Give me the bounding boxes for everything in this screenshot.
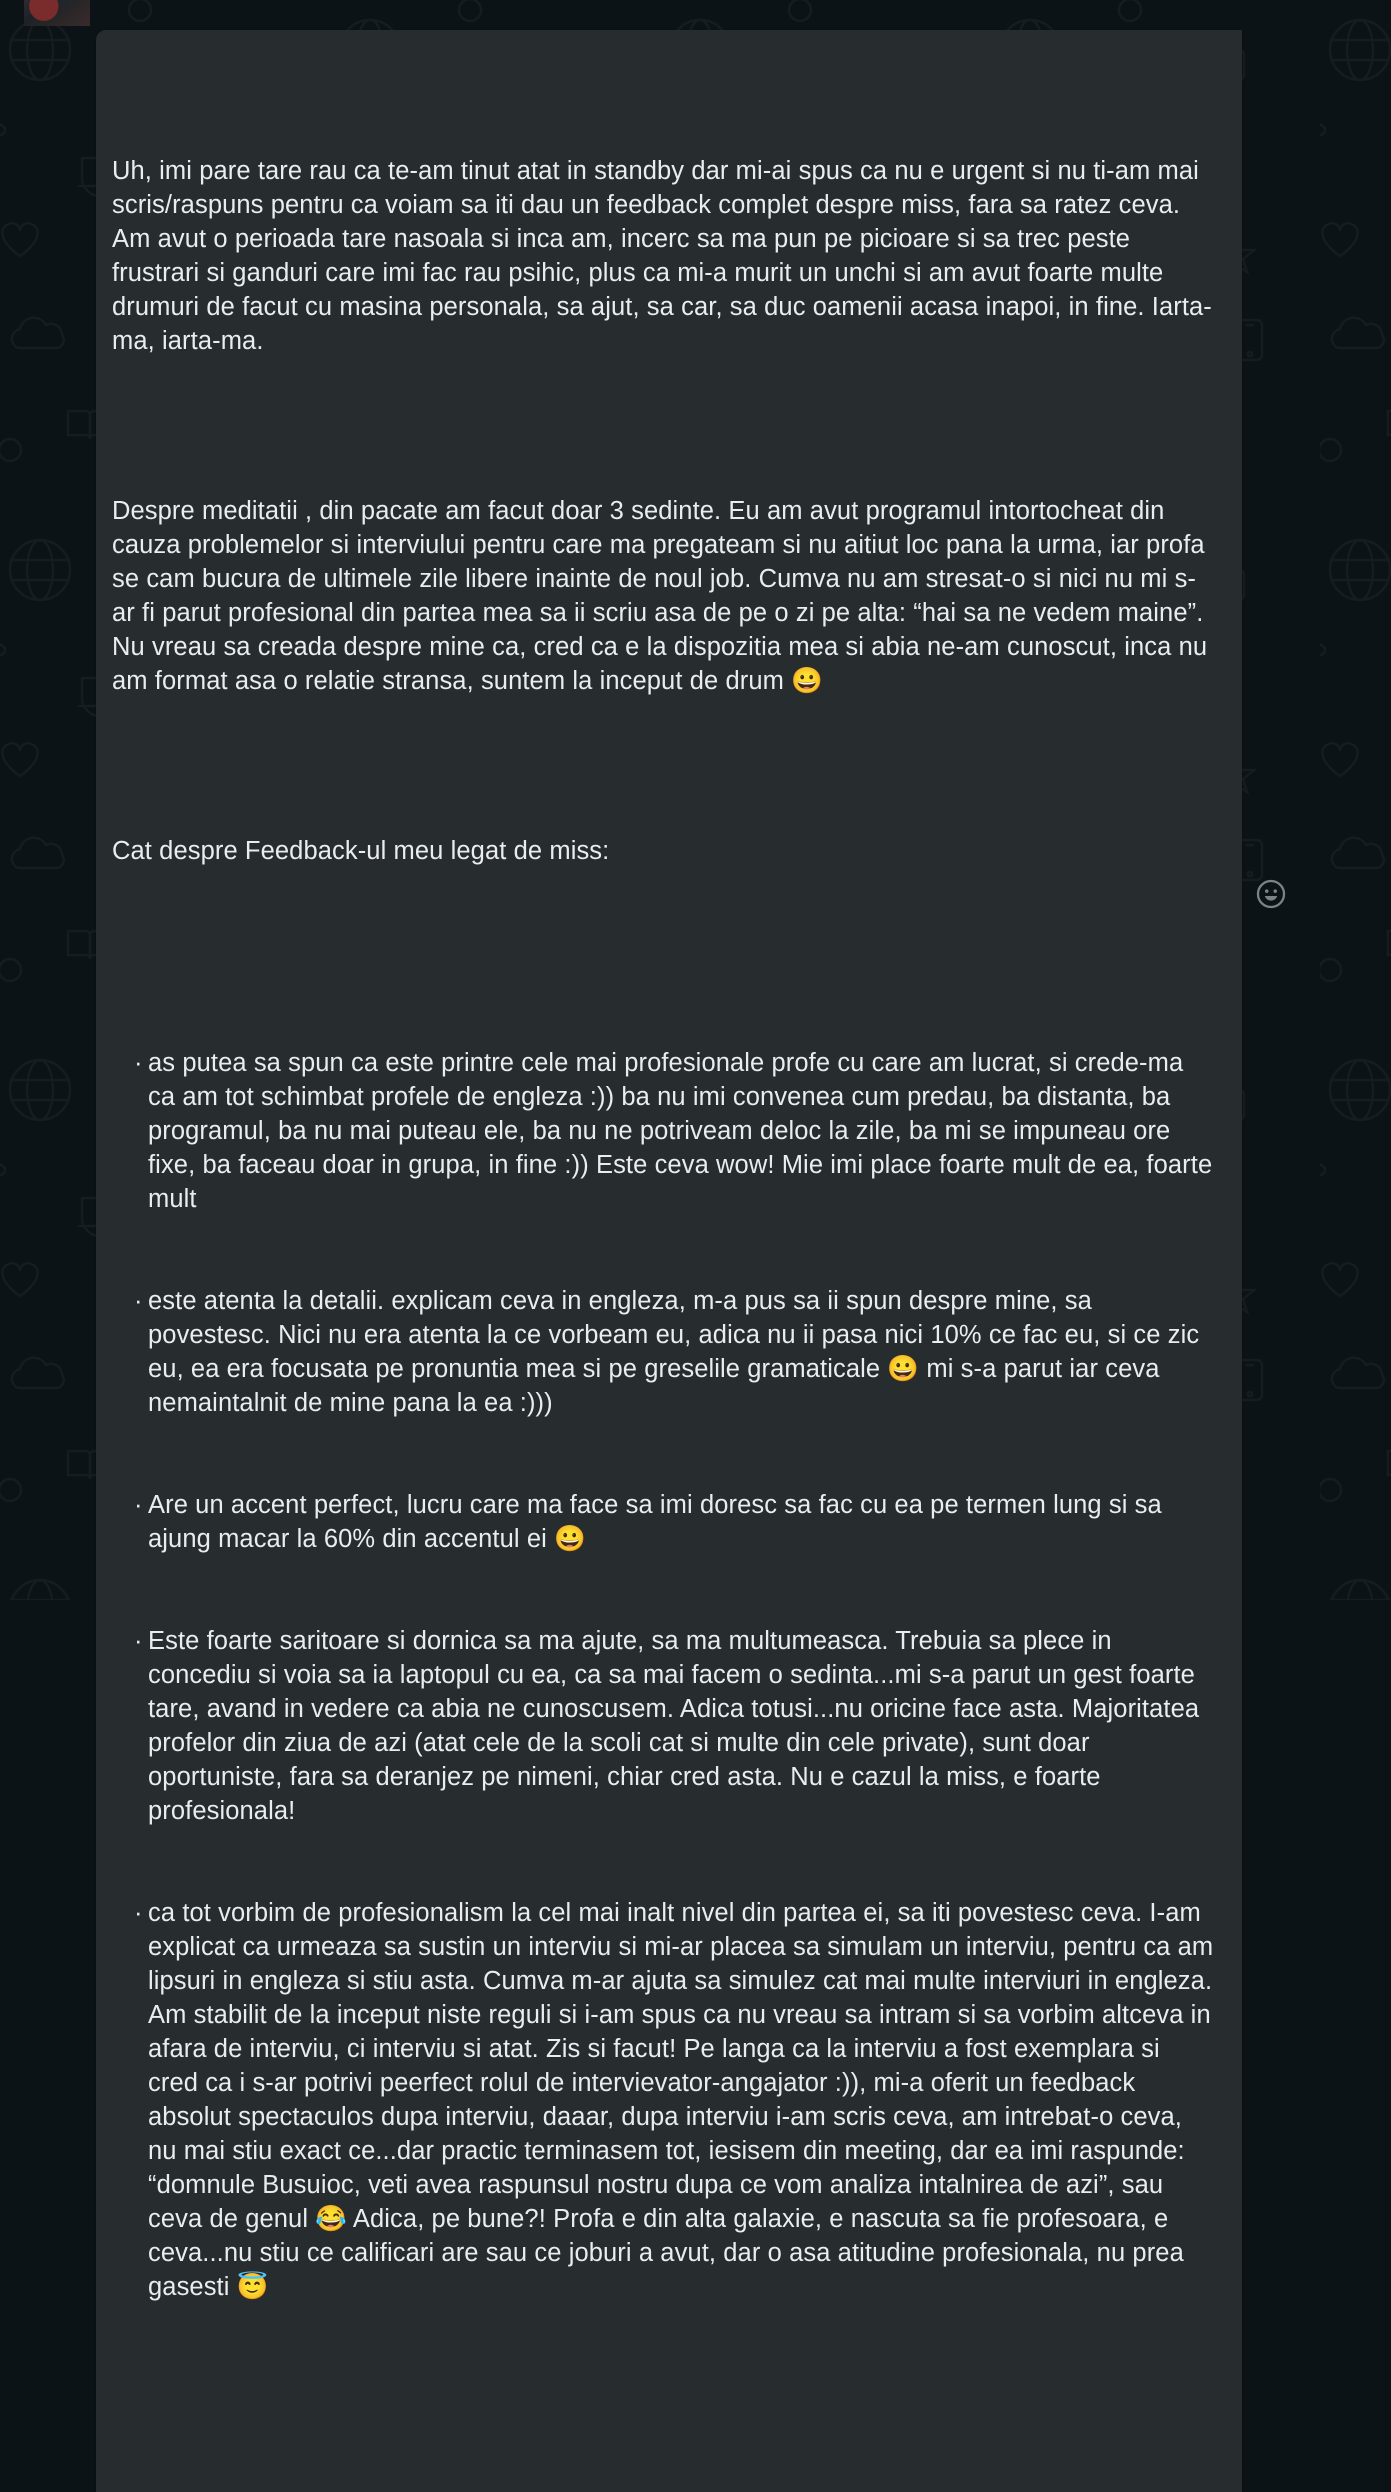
message-bubble-incoming[interactable] bbox=[96, 30, 1242, 2492]
list-item: · as putea sa spun ca este printre cele mai profesionale profe cu care am lucrat, si crede-ma ca am tot schimbat profele de engleza :)) ba nu imi convenea cum predau, ba distanta, ba programul, ba nu mai puteau ele, ba nu ne potriveam deloc la zile, ba mi se impuneau ore fixe, ba faceau doar in grupa, in fine :)) Este ceva wow! Mie imi place foarte mult de ea, foarte mult bbox=[112, 1046, 1216, 1216]
list-item: · ca tot vorbim de profesionalism la cel mai inalt nivel din partea ei, sa iti povestesc ceva. I-am explicat ca urmeaza sa sustin un interviu si mi-ar placea sa simulam un interviu, pentru ca am lipsuri in engleza si stiu asta. Cumva m-ar ajuta sa simulez cat mai multe interviuri in engleza. Am stabilit de la inceput niste reguli si i-am spus ca nu vreau sa intram si sa vorbim altceva in afara de interviu, ci interviu si atat. Zis si facut! Pe langa ca la interviu a fost exemplara si cred ca i s-ar potrivi peerfect rolul de intervievator-angajator :)), mi-a oferit un feedback absolut spectaculos dupa interviu, daaar, dupa interviu i-am scris ceva, am intrebat-o ceva, nu mai stiu exact ce...dar practic terminasem tot, iesisem din meeting, dar ea imi raspunde: “domnule Busuioc, veti avea raspunsul nostru dupa ce vom analiza intalnirea de azi”, sau ceva de genul 😂 Adica, pe bune?! Profa e din alta galaxie, e nascuta sa fie profesoara, e ceva...nu stiu ce calificari are sau ce joburi a avut, dar o asa atitudine profesionala, nu prea gasesti 😇 bbox=[112, 1896, 1216, 2304]
list-item: · Are un accent perfect, lucru care ma face sa imi doresc sa fac cu ea pe termen lung si sa ajung macar la 60% din accentul ei 😀 bbox=[112, 1488, 1216, 1556]
message-paragraph-1: Uh, imi pare tare rau ca te-am tinut atat in standby dar mi-ai spus ca nu e urgent si nu ti-am mai scris/raspuns pentru ca voiam sa iti dau un feedback complet despre miss, fara sa ratez ceva. Am avut o perioada tare nasoala si inca am, incerc sa ma pun pe picioare si sa trec peste frustrari si ganduri care imi fac rau psihic, plus ca mi-a murit un unchi si am avut foarte multe drumuri de facut cu masina personala, sa ajut, sa car, sa duc oamenii acasa inapoi, in fine. Iarta-ma, iarta-ma. bbox=[112, 157, 1212, 355]
smiley-face-icon bbox=[1254, 877, 1288, 911]
list-item: · este atenta la detalii. explicam ceva in engleza, m-a pus sa ii spun despre mine, sa povestesc. Nici nu era atenta la ce vorbeam eu, adica nu ii pasa nici 10% ce fac eu, si ce zic eu, ea era focusata pe pronuntia mea si pe greselile gramaticale 😀 mi s-a parut iar ceva nemaintalnit de mine pana la ea :))) bbox=[112, 1284, 1216, 1420]
react-emoji-button[interactable] bbox=[1254, 877, 1288, 911]
message-paragraph-2: Despre meditatii , din pacate am facut doar 3 sedinte. Eu am avut programul intortocheat din cauza problemelor si interviului pentru care ma pregateam si nu aitiut loc pana la urma, iar profa se cam bucura de ultimele zile libere inainte de noul job. Cumva nu am stresat-o si nici nu mi s-ar fi parut profesional din partea mea sa ii scriu asa de pe o zi pe alta: “hai sa ne vedem maine”. Nu vreau sa creada despre mine ca, cred ca e la dispozitia mea si abia ne-am cunoscut, inca nu am format asa o relatie stransa, suntem la inceput de drum 😀 bbox=[112, 497, 1215, 695]
avatar-image bbox=[24, 0, 90, 26]
avatar[interactable] bbox=[24, 0, 90, 26]
message-body bbox=[112, 52, 1221, 2474]
list-item: · Este foarte saritoare si dornica sa ma ajute, sa ma multumeasca. Trebuia sa plece in concediu si voia sa ia laptopul cu ea, ca sa mai facem o sedinta...mi s-a parut un gest foarte tare, avand in vedere ca abia ne cunoscusem. Adica totusi...nu oricine face asta. Majoritatea profelor din ziua de azi (atat cele de la scoli cat si multe din cele private), sunt doar oportuniste, fara sa deranjez pe nimeni, chiar cred asta. Nu e cazul la miss, e foarte profesionala! bbox=[112, 1624, 1216, 1828]
feedback-bullet-list bbox=[112, 978, 1221, 2372]
feedback-heading: Cat despre Feedback-ul meu legat de miss: bbox=[112, 837, 610, 865]
